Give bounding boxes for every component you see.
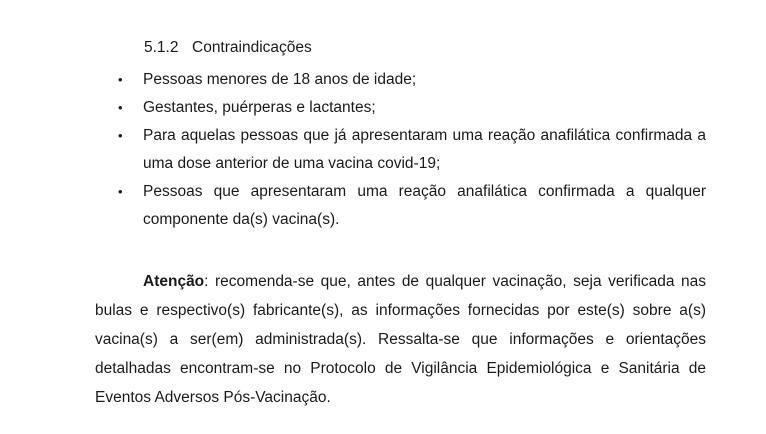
section-title: Contraindicações [192, 39, 312, 56]
list-item-text: Para aquelas pessoas que já apresentaram uma reação anafilática confirmada a uma dose anterior de uma vacina covid-19; [143, 127, 706, 172]
list-item [116, 94, 706, 122]
attention-paragraph [95, 267, 706, 412]
bullet-icon: • [118, 184, 123, 199]
bullet-icon: • [118, 128, 123, 143]
section-number: 5.1.2 [144, 39, 179, 56]
list-item [116, 122, 706, 178]
attention-text: : recomenda-se que, antes de qualquer vacinação, seja verificada nas bulas e respectivo(s) fabricante(s), as informações fornecidas por este(s) sobre a(s) vacina(s) a ser(em) administrada(s). Ressalta-se que informações e orientações detalhadas encontram-se no Protocolo de Vigilância Epidemiológica e Sanitária de Eventos Adversos Pós-Vacinação. [95, 273, 706, 406]
list-item [116, 178, 706, 234]
list-item-text: Pessoas que apresentaram uma reação anafilática confirmada a qualquer componente da(s) vacina(s). [143, 183, 706, 228]
attention-label: Atenção [143, 273, 205, 290]
list-item-text: Gestantes, puérperas e lactantes; [143, 99, 376, 116]
contraindications-list [116, 66, 706, 234]
bullet-icon: • [118, 72, 123, 87]
list-item-text: Pessoas menores de 18 anos de idade; [143, 71, 417, 88]
list-item [116, 66, 706, 94]
section-heading [144, 37, 312, 59]
bullet-icon: • [118, 100, 123, 115]
